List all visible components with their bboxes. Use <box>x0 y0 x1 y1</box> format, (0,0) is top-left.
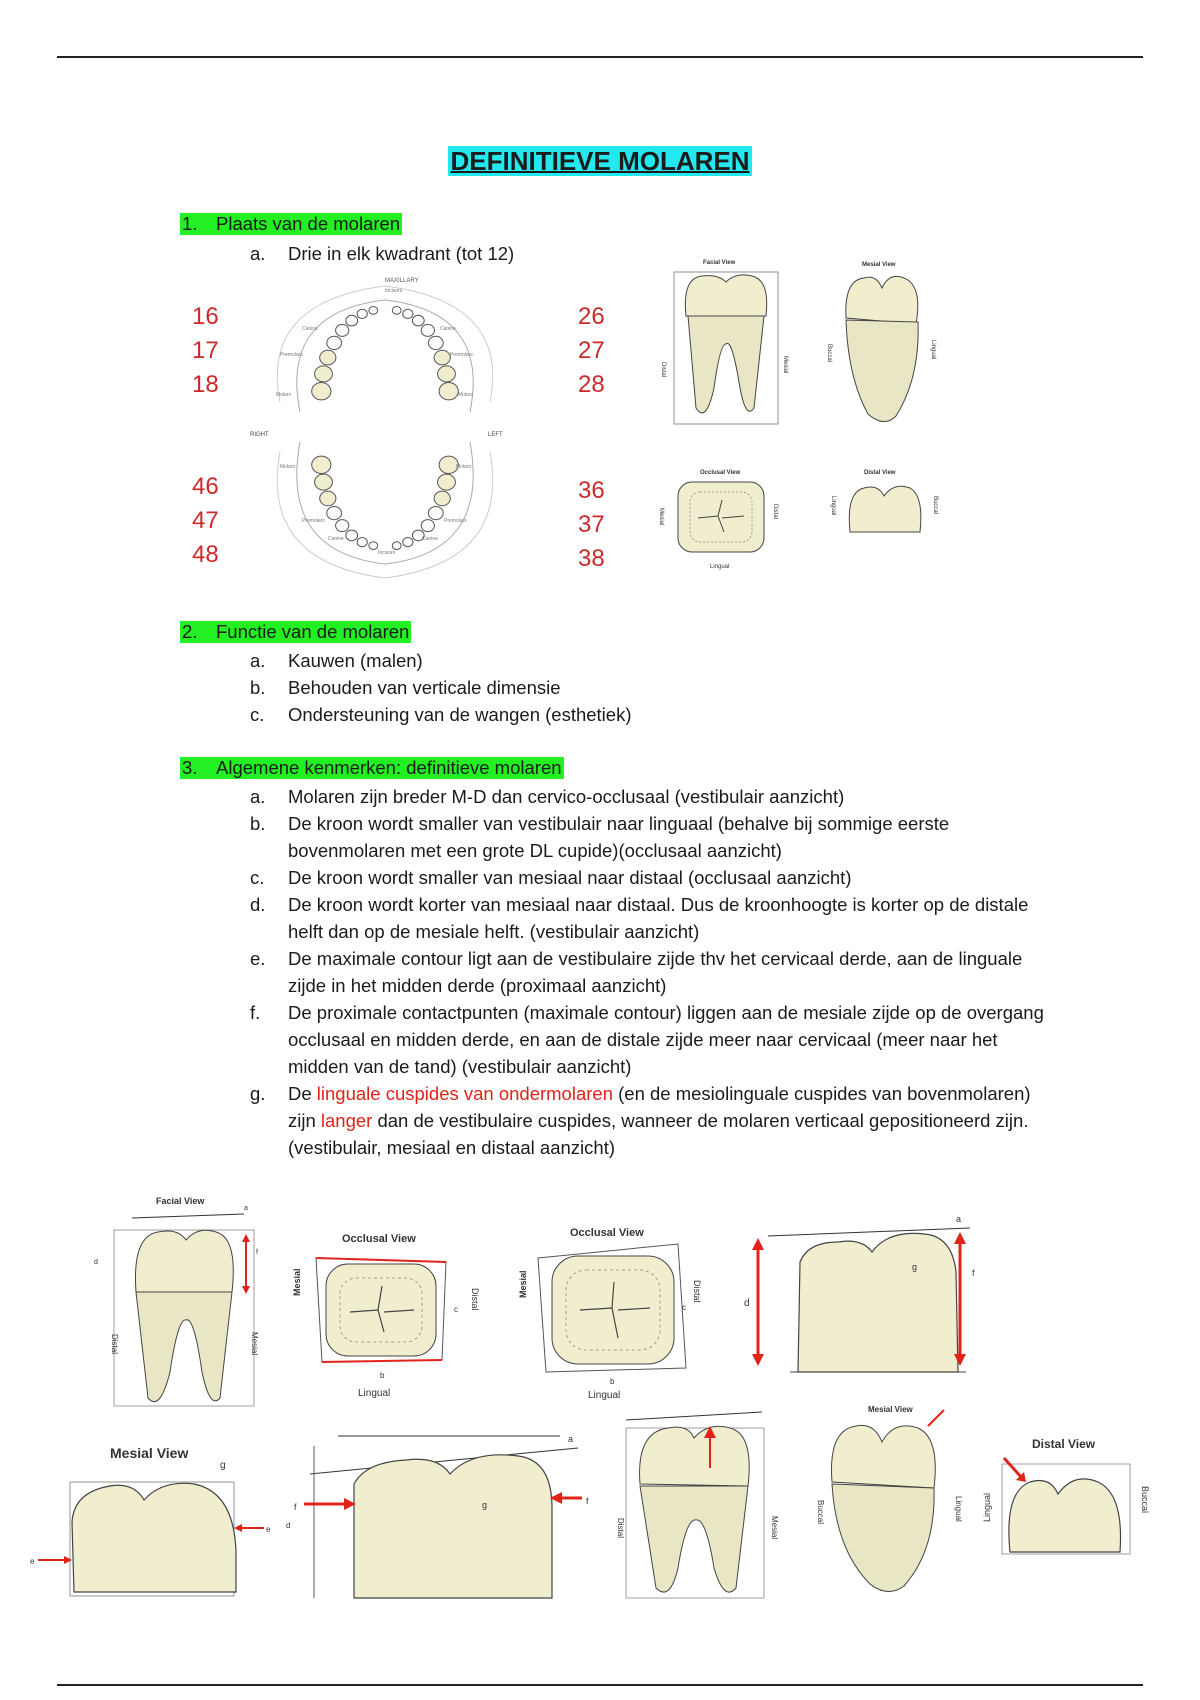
svg-text:Canine: Canine <box>302 326 318 332</box>
svg-text:Mesial: Mesial <box>658 508 664 526</box>
occlusal-view-annotated-2 <box>510 1222 710 1402</box>
tooth-numbers-upper-left: 26 27 28 <box>578 303 605 398</box>
tooth-outline <box>392 307 401 315</box>
svg-text:Lingual: Lingual <box>830 496 836 516</box>
svg-text:d: d <box>94 1259 98 1266</box>
tooth-outline <box>438 474 456 490</box>
svg-text:Canine: Canine <box>328 536 344 542</box>
tooth-outline <box>438 366 456 382</box>
svg-text:c: c <box>682 1303 686 1312</box>
svg-text:f: f <box>256 1249 258 1256</box>
tooth-outline <box>421 324 434 336</box>
tooth-outline <box>357 309 367 318</box>
tooth-numbers-lower-right: 46 47 48 <box>192 473 219 568</box>
occlusal-view-small <box>648 462 794 572</box>
facial-view-annotated <box>92 1192 272 1412</box>
svg-text:Incisors: Incisors <box>385 288 403 294</box>
svg-text:Premolars: Premolars <box>444 518 467 524</box>
tooth-outline <box>327 336 342 349</box>
svg-text:Premolars: Premolars <box>302 518 325 524</box>
svg-text:Distal: Distal <box>470 1288 480 1311</box>
tooth-outline <box>421 520 434 532</box>
svg-text:Buccal: Buccal <box>932 496 938 515</box>
svg-text:Lingual: Lingual <box>982 1492 992 1522</box>
svg-text:c: c <box>454 1305 458 1314</box>
tooth-outline <box>434 491 450 506</box>
svg-text:Mesial View: Mesial View <box>868 1405 913 1414</box>
svg-text:Mesial View: Mesial View <box>862 262 896 268</box>
svg-text:Canine: Canine <box>422 536 438 542</box>
svg-text:Distal: Distal <box>616 1518 625 1539</box>
svg-text:Occlusal View: Occlusal View <box>570 1227 644 1239</box>
svg-text:Lingual: Lingual <box>930 340 936 360</box>
svg-text:Mesial View: Mesial View <box>110 1445 189 1461</box>
svg-text:f: f <box>586 1496 589 1506</box>
svg-text:Molars: Molars <box>280 464 296 470</box>
svg-text:g: g <box>912 1262 918 1272</box>
svg-text:MAXILLARY: MAXILLARY <box>385 278 419 284</box>
facial-view-tooth-2 <box>612 1408 780 1600</box>
bottom-rule <box>57 1684 1143 1686</box>
svg-text:Facial View: Facial View <box>156 1196 205 1206</box>
svg-text:b: b <box>380 1371 385 1380</box>
svg-text:Mesial: Mesial <box>770 1516 779 1540</box>
tooth-outline <box>357 538 367 547</box>
svg-text:LEFT: LEFT <box>488 432 503 438</box>
svg-text:Lingual: Lingual <box>954 1496 963 1522</box>
tooth-outline <box>327 507 342 520</box>
svg-text:Lingual: Lingual <box>710 564 730 570</box>
svg-text:Buccal: Buccal <box>826 344 832 363</box>
tooth-outline <box>403 309 413 318</box>
svg-text:Occlusal View: Occlusal View <box>700 470 741 476</box>
section-3-list <box>250 783 1050 1161</box>
tooth-outline <box>336 324 349 336</box>
svg-text:a: a <box>568 1434 574 1444</box>
svg-text:f: f <box>294 1502 297 1512</box>
tooth-outline <box>320 350 336 365</box>
svg-text:Distal: Distal <box>772 504 778 520</box>
tooth-outline <box>392 542 401 550</box>
svg-text:g: g <box>482 1500 488 1510</box>
svg-text:d: d <box>286 1521 291 1530</box>
list-item: a. Molaren zijn breder M-D dan cervico-occlusaal (vestibulair aanzicht) <box>250 786 845 807</box>
svg-text:Distal: Distal <box>692 1280 702 1303</box>
tooth-outline <box>428 336 443 349</box>
tooth-outline <box>346 315 358 326</box>
tooth-outline <box>315 366 333 382</box>
svg-text:Molars: Molars <box>458 392 474 398</box>
distal-view-large <box>982 1436 1170 1566</box>
svg-text:Distal View: Distal View <box>1032 1437 1096 1451</box>
mesial-view-small <box>824 258 944 430</box>
tooth-outline <box>336 520 349 532</box>
tooth-outline <box>312 456 331 473</box>
svg-text:Mesial: Mesial <box>518 1270 528 1298</box>
tooth-outline <box>369 307 378 315</box>
tooth-outline <box>312 383 331 400</box>
tooth-outline <box>412 315 424 326</box>
tooth-outline <box>439 383 458 400</box>
svg-text:RIGHT: RIGHT <box>250 432 269 438</box>
section-2-list <box>250 647 1050 728</box>
svg-text:Occlusal View: Occlusal View <box>342 1233 416 1245</box>
svg-text:Molars: Molars <box>456 464 472 470</box>
tooth-outline <box>403 538 413 547</box>
mesial-view-large <box>30 1442 274 1598</box>
facial-view-large-2 <box>286 1428 600 1600</box>
tooth-outline <box>315 474 333 490</box>
svg-text:Molars: Molars <box>276 392 292 398</box>
list-item: c. Ondersteuning van de wangen (esthetiek) <box>250 704 632 725</box>
mesial-view-tooth-2 <box>808 1400 972 1600</box>
section-heading: 2. Functie van de molaren <box>182 621 410 642</box>
svg-text:Incisors: Incisors <box>378 550 396 556</box>
svg-text:a: a <box>956 1214 962 1224</box>
svg-text:Premolars: Premolars <box>280 352 303 358</box>
tooth-numbers-upper-right: 16 17 18 <box>192 303 219 398</box>
page-title: DEFINITIEVE MOLAREN <box>450 146 750 176</box>
dental-arch-diagram <box>240 272 570 584</box>
list-item: c. De kroon wordt smaller van mesiaal naar distaal (occlusaal aanzicht) <box>250 867 852 888</box>
section-heading: 1. Plaats van de molaren <box>182 213 401 234</box>
section-heading: 3. Algemene kenmerken: definitieve molaren <box>182 757 562 778</box>
svg-text:Buccal: Buccal <box>816 1500 825 1525</box>
svg-text:Lingual: Lingual <box>588 1390 621 1401</box>
svg-text:d: d <box>744 1298 750 1309</box>
tooth-outline <box>369 542 378 550</box>
list-item: a. Drie in elk kwadrant (tot 12) <box>250 243 515 264</box>
svg-text:Distal View: Distal View <box>864 470 896 476</box>
tooth-outline <box>434 350 450 365</box>
svg-text:e: e <box>266 1525 271 1534</box>
svg-text:Canine: Canine <box>440 326 456 332</box>
list-item: b. Behouden van verticale dimensie <box>250 677 561 698</box>
svg-text:Distal: Distal <box>660 362 666 378</box>
tooth-outline <box>320 491 336 506</box>
tooth-outline <box>346 530 358 541</box>
svg-text:Mesial: Mesial <box>782 356 788 374</box>
top-rule <box>57 56 1143 58</box>
facial-view-large <box>738 1212 1002 1384</box>
svg-text:Premolars: Premolars <box>450 352 473 358</box>
svg-text:f: f <box>972 1268 975 1278</box>
list-item: d. De kroon wordt korter van mesiaal naar distaal. Dus de kroonhoogte is korter op de distale helft dan op de mesiale helft. (vestibulair aanzicht) <box>250 894 1029 942</box>
list-item: b. De kroon wordt smaller van vestibulair naar linguaal (behalve bij sommige eerste bovenmolaren met een grote DL cupide)(occlusaal aanzicht) <box>250 813 950 861</box>
occlusal-view-annotated-1 <box>286 1228 486 1404</box>
svg-text:g: g <box>220 1460 226 1471</box>
svg-text:Mesial: Mesial <box>250 1332 259 1356</box>
svg-text:a: a <box>244 1205 248 1212</box>
list-item: g. De linguale cuspides van ondermolaren (en de mesiolinguale cuspides van bovenmolaren) zijn langer dan de vestibulaire cuspides, wanneer de molaren verticaal gepositioneerd zijn.(vestibulair, mesiaal en distaal aanzicht) <box>250 1083 1031 1158</box>
distal-view-small <box>824 462 944 552</box>
list-item: e. De maximale contour ligt aan de vestibulaire zijde thv het cervicaal derde, aan de linguale zijde in het midden derde (proximaal aanzicht) <box>250 948 1023 996</box>
svg-text:Mesial: Mesial <box>292 1268 302 1296</box>
svg-text:Buccal: Buccal <box>1140 1486 1150 1514</box>
svg-text:Distal: Distal <box>110 1334 119 1355</box>
tooth-outline <box>428 507 443 520</box>
svg-text:e: e <box>30 1557 35 1566</box>
svg-text:Facial View: Facial View <box>703 260 736 266</box>
svg-text:Lingual: Lingual <box>358 1388 391 1399</box>
list-item: f. De proximale contactpunten (maximale contour) liggen aan de mesiale zijde op de overgang occlusaal en midden derde, en aan de distale zijde meer naar cervicaal (meer naar het midden van de tand) (vestibulair aanzicht) <box>250 1002 1044 1077</box>
svg-text:b: b <box>610 1377 615 1386</box>
list-item: a. Kauwen (malen) <box>250 650 423 671</box>
facial-view-small <box>648 258 794 430</box>
tooth-numbers-lower-left: 36 37 38 <box>578 477 605 572</box>
